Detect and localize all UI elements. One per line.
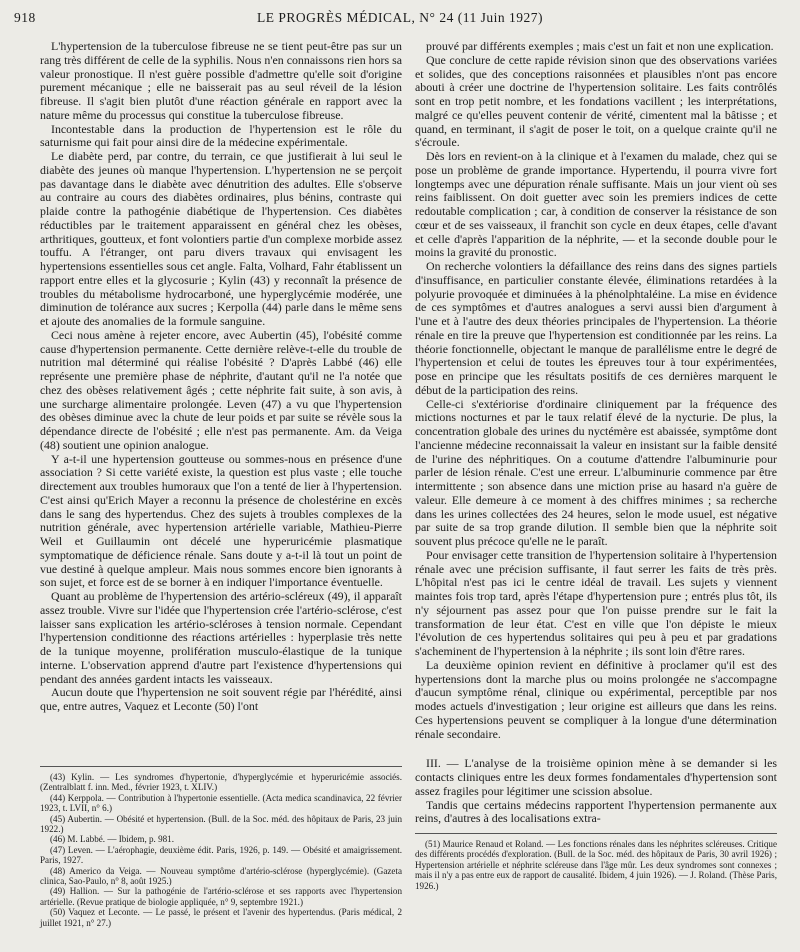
footnote: (48) Americo da Veiga. — Nouveau symptôme d'artério-sclérose (hyperglycémie). (Gazeta clinica, Sao-Paulo, n° 8, août 1925.) xyxy=(40,865,402,887)
left-column xyxy=(40,40,402,714)
paragraph: Aucun doute que l'hypertension ne soit souvent régie par l'hérédité, ainsi que, entre autres, Vaquez et Leconte (50) l'ont xyxy=(40,685,402,713)
page-header xyxy=(8,6,792,28)
footnote-rule xyxy=(40,766,402,767)
paragraph: Pour envisager cette transition de l'hypertension solitaire à l'hypertension rénale avec une précision suffisante, il faut serrer les faits de très près. L'hôpital n'est pas ici le centre idéal de travail. Les sujets y viennent maintes fois trop tard, après l'étape d'hypertension pure ; entrés plus tôt, ils n'y séjournent pas assez pour que l'on puisse prendre sur le fait la transformation de leur état. C'est en ville que l'on dépiste le mieux l'évolution de ces hypertendus solitaires qui peu à peu et par gradations s'acheminent de l'hypertension à la néphrite ; ils sont loin d'être rares. xyxy=(415,547,777,658)
paragraph: Celle-ci s'extériorise d'ordinaire cliniquement par la fréquence des mictions nocturnes et par le taux relatif élevé de la nycturie. De plus, la concentration globale des urines du nyctémère est abaissée, symptôme dont l'ancienne médecine reconnaissait la valeur en insistant sur la faible densité de l'urine des néphritiques. On a coutume d'attendre l'albuminurie pour parler de lésion rénale. C'est une erreur. L'albuminurie commence par être intermittente ; son absence dans une miction prise au hasard n'a guère de valeur. Elle demeure à ce moment à des chiffres minimes ; sa recherche dans les urines collectées des 24 heures, selon le mode usuel, est négative par suite de sa trop grande dilution. Il semble bien que la néphrite soit souvent plus précoce qu'elle ne le paraît. xyxy=(415,396,777,548)
footnote-rule xyxy=(415,833,777,834)
footnote: (45) Aubertin. — Obésité et hypertension. (Bull. de la Soc. méd. des hôpitaux de Paris, 23 juin 1922.) xyxy=(40,813,402,835)
paragraph: Incontestable dans la production de l'hypertension est le rôle du saturnisme qui fait pour ainsi dire de la médecine expérimentale. xyxy=(40,121,402,150)
left-footnotes xyxy=(40,766,402,928)
footnote: (46) M. Labbé. — Ibidem, p. 981. xyxy=(50,834,175,845)
paragraph: Tandis que certains médecins rapportent l'hypertension permanente aux reins, d'autres à des localisations extra- xyxy=(415,797,777,826)
page-number: 918 xyxy=(14,10,36,25)
paragraph: prouvé par différents exemples ; mais c'est un fait et non une explication. xyxy=(426,39,774,53)
section-heading-paragraph: III. — L'analyse de la troisième opinion mène à se demander si les contacts cliniques entre les deux formes fondamentales d'hypertension sont assez fragiles pour légitimer une scission absolue. xyxy=(415,756,777,798)
footnote: (50) Vaquez et Leconte. — Le passé, le présent et l'avenir des hypertendus. (Paris médical, 2 juillet 1921, n° 27.) xyxy=(40,907,402,928)
paragraph: On recherche volontiers la défaillance des reins dans des signes partiels d'insuffisance, en particulier constante élevée, éliminations retardées à la polyurie provoquée et diminuées à la phénolphtaléine. La mise en évidence de ces symptômes et d'autres analogues a servi aussi bien d'argument à l'une et à l'autre des deux théories principales de l'hypertension. La théorie rénale en tire la preuve que l'hypertension est conditionnée par les reins. La théorie fonctionnelle, objectant le manque de parallélisme entre le degré de l'hypertension et celui de toutes les épreuves tour à tour expérimentées, pose en principe que les résultats positifs de ces dernières marquent le début de la participation des reins. xyxy=(415,259,777,397)
paragraph: Que conclure de cette rapide révision sinon que des observations variées et solides, que des conceptions raisonnées et plausibles n'ont pas encore abouti à créer une doctrine de l'hypertension solitaire. Les faits contrôlés sont en trop petit nombre, et les fondations vacillent ; les interprétations, malgré ce qu'elles peuvent contenir de vérité, cimentent mal la bâtisse ; et quand, en terminant, il s'agit de poser le toit, on a quelque crainte qu'il ne s'écroule. xyxy=(415,52,777,150)
paragraph: Dès lors en revient-on à la clinique et à l'examen du malade, chez qui se pose un problème de grande importance. Hypertendu, il pourra vivre fort longtemps avec une dépuration rénale suffisante. Mais un jour vient où ses reins faiblissent. On doit guetter avec soin les premiers indices de cette redoutable complication ; car, à condition de conserver la résistance de son cœur et de ses vaisseaux, il franchit son cycle en deux étapes, celle d'avant et celle d'après l'apparition de la néphrite, — et la seconde double pour le moins la gravité du pronostic. xyxy=(415,149,777,260)
paragraph: Ceci nous amène à rejeter encore, avec Aubertin (45), l'obésité comme cause d'hypertension permanente. Cette dernière relève-t-elle du trouble de nutrition mal déterminé qui réalise l'obésité ? D'après Labbé (46) elle représente une première phase de néphrite, d'autant qu'il ne l'a notée que chez des obèses relativement âgés ; cette néphrite fait suite, à son avis, à une surcharge alimentaire prolongée. Leven (47) a vu que l'hypertension des obèses diminue avec la chute de leur poids et par suite se révèle sous la dépendance directe de l'obésité ; elle n'est pas permanente. Am. da Veiga (48) soutient une opinion analogue. xyxy=(40,327,402,452)
paragraph: Quant au problème de l'hypertension des artério-scléreux (49), il apparaît assez trouble. Vivre sur l'idée que l'hypertension crée l'artério-sclérose, c'est laisser sans explication les artério-scléroses à tension normale. Cependant l'hypertension conditionne des réactions artérielles : hyperplasie très nette de la tunique moyenne, prolifération musculo-élastique de la tunique interne. L'observation apprend d'autre part l'existence d'hypertensions qui pendant des années gardent intacts les vaisseaux. xyxy=(40,589,402,686)
right-footnotes xyxy=(415,833,777,891)
paragraph: La deuxième opinion revient en définitive à proclamer qu'il est des hypertensions dont la marche plus ou moins prolongée ne s'accompagne d'aucun symptôme rénal, clinique ou expérimental, perceptible par nos modes actuels d'investigation ; leur origine est ailleurs que dans les reins. Ces hypertensions peuvent se compliquer à la longue d'une détermination rénale secondaire. xyxy=(415,657,777,741)
footnote: (51) Maurice Renaud et Roland. — Les fonctions rénales dans les néphrites scléreuses. Critique des différents procédés d'exploration. (Bull. de la Soc. méd. des hôpitaux de Paris, 30 avril 1926) ; Hypertension artérielle et néphrite scléreuse dans l'âge mûr. Les deux syndromes sont connexes ; mais il n'y a pas entre eux de rapport de causalité. Ibidem, 4 juin 1926). — J. Roland. (Thèse Paris, 1926.) xyxy=(415,839,777,891)
right-column xyxy=(415,40,777,826)
footnote: (47) Leven. — L'aérophagie, deuxième édit. Paris, 1926, p. 149. — Obésité et amaigrissement. Paris, 1927. xyxy=(40,844,402,866)
footnote: (43) Kylin. — Les syndromes d'hypertonie, d'hyperglycémie et hyperuricémie associés. (Zentralblatt f. inn. Med., février 1923, t. XLIV.) xyxy=(40,772,402,793)
paragraph: Le diabète perd, par contre, du terrain, ce que justifierait à lui seul le diabète des jeunes où manque l'hypertension. L'hypertension ne se perçoit pas davantage dans le diabète avec dénutrition des adultes. Elle s'observe au contraire au cours des diabètes ordinaires, plus bénins, contraste qui plaide contre la pathogénie diabétique de l'hypertension. Ces diabètes réductibles par le traitement apparaissent en général chez les obèses, arthritiques, goutteux, et font volontiers partie d'un complexe morbide assez touffu. A l'étranger, ont paru divers travaux qui envisagent les hypertensions essentielles sous cet angle. Falta, Volhard, Fahr établissent un rapport entre elles et la glycosurie ; Kylin (43) y reconnaît la présence de troubles du métabolisme hydrocarboné, une hyperglycémie modérée, une diminution de tolérance aux sucres ; Kerpolla (44) parle dans le même sens et ajoute des anomalies de la formule sanguine. xyxy=(40,149,402,328)
footnote: (44) Kerppola. — Contribution à l'hypertonie essentielle. (Acta medica scandinavica, 22 février 1923, t. LVII, n° 6.) xyxy=(40,792,402,814)
running-head: LE PROGRÈS MÉDICAL, N° 24 (11 Juin 1927) xyxy=(257,10,543,25)
footnote: (49) Hallion. — Sur la pathogénie de l'artério-sclérose et ses rapports avec l'hypertension artérielle. (Revue pratique de biologie appliquée, n° 9, septembre 1921.) xyxy=(40,886,402,907)
paragraph: L'hypertension de la tuberculose fibreuse ne se tient peut-être pas sur un rang très différent de celle de la syphilis. Nous n'en connaissons rien hors sa valeur pronostique. Il n'est guère possible d'admettre qu'elle soit d'origine purement mécanique ; elle ne baisserait pas au seul réveil de la lésion fibreuse. Il s'agit bien plutôt d'une réaction générale en rapport avec la nature même du processus qui constitue la tuberculose fibreuse. xyxy=(40,39,402,122)
paragraph: Y a-t-il une hypertension goutteuse ou sommes-nous en présence d'une association ? Si cette variété existe, la question est plus vaste ; elle touche directement aux troubles humoraux que l'on a tenté de lier à l'hypertension. C'est ainsi qu'Erich Mayer a reconnu la présence de cholestérine en excès dans le sang des hypertendus. Chez des sujets à troubles complexes de la nutrition générale, avec hypertension artérielle variable, Mathieu-Pierre Weil et Guillaumin ont décelé une hyperuricémie plasmatique symptomatique de déficience rénale. Sans doute y a-t-il là tout un point de vue destiné à quelque ampleur. Mais nous sommes encore bien ignorants à son sujet, et force est de se borner à en indiquer l'importance éventuelle. xyxy=(40,451,402,590)
